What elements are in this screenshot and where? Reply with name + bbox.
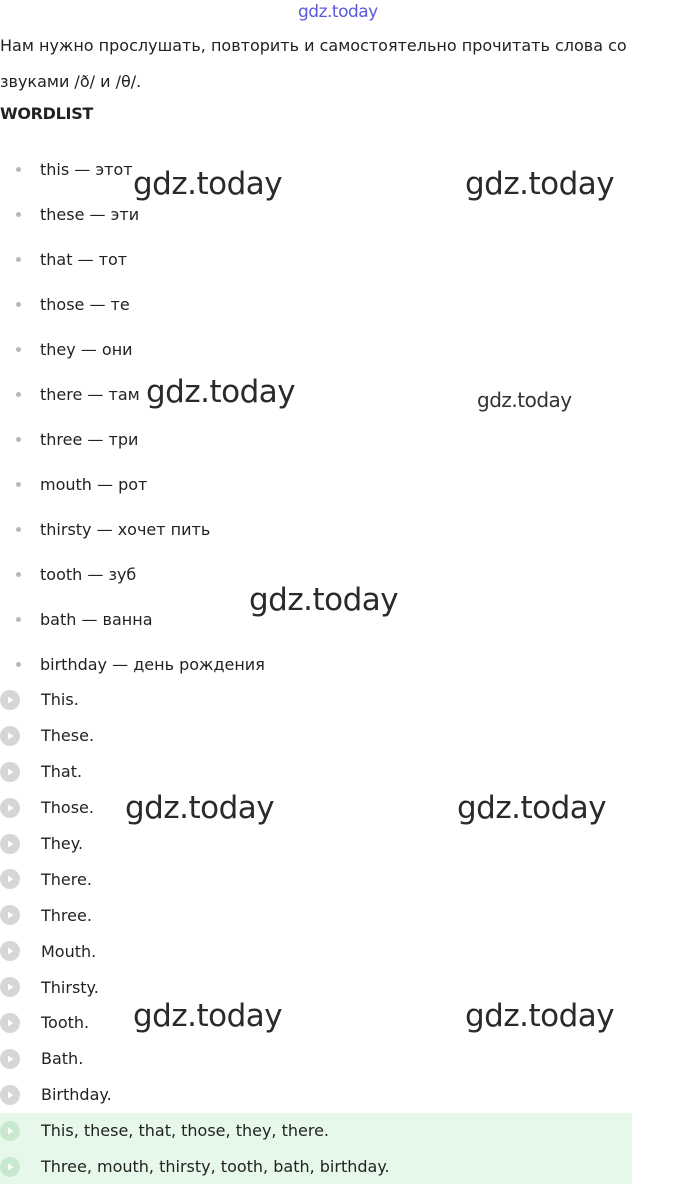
audio-label: Bath. xyxy=(41,1049,84,1069)
audio-label: There. xyxy=(41,869,92,889)
play-icon[interactable] xyxy=(0,1157,20,1177)
list-item xyxy=(0,417,640,462)
audio-label: These. xyxy=(41,726,95,746)
audio-label: Birthday. xyxy=(41,1085,112,1105)
bullet-icon xyxy=(16,437,21,442)
word-entry: birthday — день рождения xyxy=(40,655,265,674)
audio-item xyxy=(0,682,680,718)
play-icon[interactable] xyxy=(0,1013,20,1033)
watermark: gdz.today xyxy=(249,582,399,618)
play-icon[interactable] xyxy=(0,690,20,710)
audio-item xyxy=(0,754,680,790)
list-item xyxy=(0,282,640,327)
list-item xyxy=(0,642,640,687)
play-icon[interactable] xyxy=(0,941,20,961)
bullet-icon xyxy=(16,662,21,667)
word-entry: bath — ванна xyxy=(40,610,153,629)
bullet-icon xyxy=(16,392,21,397)
header-watermark: gdz.today xyxy=(298,2,378,22)
play-icon[interactable] xyxy=(0,1085,20,1105)
audio-label: Those. xyxy=(41,798,94,818)
audio-label: This. xyxy=(41,690,79,710)
audio-label: Mouth. xyxy=(41,941,97,961)
watermark: gdz.today xyxy=(125,790,275,826)
audio-item-highlighted xyxy=(0,1113,632,1149)
watermark: gdz.today xyxy=(133,166,283,202)
list-item xyxy=(0,462,640,507)
word-entry: those — те xyxy=(40,295,130,314)
audio-item xyxy=(0,861,680,897)
audio-label: This, these, that, those, they, there. xyxy=(41,1121,330,1141)
play-icon[interactable] xyxy=(0,762,20,782)
bullet-icon xyxy=(16,257,21,262)
list-item xyxy=(0,507,640,552)
play-icon[interactable] xyxy=(0,834,20,854)
word-entry: they — они xyxy=(40,340,133,359)
audio-item xyxy=(0,933,680,969)
word-entry: there — там xyxy=(40,385,140,404)
bullet-icon xyxy=(16,347,21,352)
bullet-icon xyxy=(16,617,21,622)
audio-label: They. xyxy=(41,834,84,853)
play-icon[interactable] xyxy=(0,1049,20,1069)
watermark: gdz.today xyxy=(465,998,615,1034)
watermark: gdz.today xyxy=(133,998,283,1034)
bullet-icon xyxy=(16,482,21,487)
audio-item-highlighted xyxy=(0,1149,632,1184)
audio-item xyxy=(0,826,680,862)
audio-label: Three, mouth, thirsty, tooth, bath, birthday. xyxy=(41,1157,390,1177)
word-entry: thirsty — хочет пить xyxy=(40,520,211,539)
bullet-icon xyxy=(16,302,21,307)
word-entry: these — эти xyxy=(40,205,140,224)
play-icon[interactable] xyxy=(0,869,20,889)
word-entry: three — три xyxy=(40,430,139,449)
audio-label: That. xyxy=(41,762,83,782)
play-icon[interactable] xyxy=(0,905,20,925)
word-entry: tooth — зуб xyxy=(40,565,137,584)
play-icon[interactable] xyxy=(0,798,20,818)
audio-item xyxy=(0,897,680,933)
wordlist-heading: WORDLIST xyxy=(0,104,94,123)
watermark: gdz.today xyxy=(477,388,572,412)
watermark: gdz.today xyxy=(457,790,607,826)
audio-label: Three. xyxy=(41,905,92,925)
list-item xyxy=(0,237,640,282)
audio-label: Tooth. xyxy=(41,1013,90,1033)
play-icon[interactable] xyxy=(0,726,20,746)
bullet-icon xyxy=(16,212,21,217)
audio-item xyxy=(0,1077,680,1113)
bullet-icon xyxy=(16,167,21,172)
bullet-icon xyxy=(16,527,21,532)
word-entry: that — тот xyxy=(40,250,128,269)
bullet-icon xyxy=(16,572,21,577)
intro-text: Нам нужно прослушать, повторить и самостоятельно прочитать слова со звуками /ð/ и /θ/. xyxy=(0,36,627,91)
audio-item xyxy=(0,718,680,754)
audio-item xyxy=(0,1041,680,1077)
play-icon[interactable] xyxy=(0,977,20,997)
word-entry: mouth — рот xyxy=(40,475,148,494)
watermark: gdz.today xyxy=(465,166,615,202)
audio-list xyxy=(0,682,680,1184)
word-entry: this — этот xyxy=(40,160,133,179)
play-icon[interactable] xyxy=(0,1121,20,1141)
list-item xyxy=(0,327,640,372)
audio-label: Thirsty. xyxy=(41,977,99,997)
watermark: gdz.today xyxy=(146,374,296,410)
